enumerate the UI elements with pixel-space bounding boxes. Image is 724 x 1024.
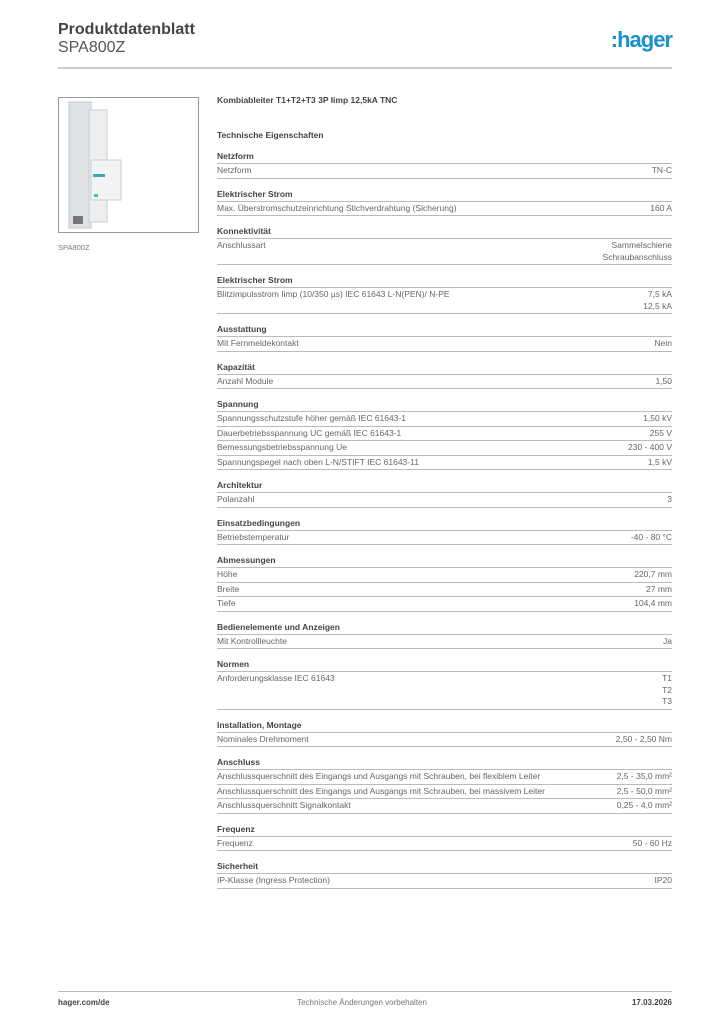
spec-value: T1 T2 T3: [662, 673, 672, 706]
spec-row: [217, 733, 672, 748]
spec-value: 230 - 400 V: [628, 442, 672, 452]
spec-value: 0,25 - 4,0 mm²: [616, 800, 672, 810]
spec-label: Höhe: [217, 569, 238, 579]
spec-section: [217, 274, 672, 314]
spec-row: [217, 874, 672, 889]
spec-section-heading: Normen: [217, 658, 672, 672]
hager-logo: :hager: [610, 27, 672, 52]
spec-row: [217, 288, 672, 314]
spec-label: Mit Fernmeldekontakt: [217, 338, 299, 348]
footer-website-link[interactable]: hager.com/de: [58, 998, 110, 1007]
spec-label: Spannungspegel nach oben L-N/STIFT IEC 61643-11: [217, 456, 419, 467]
spec-row: [217, 837, 672, 852]
spec-row: [217, 239, 672, 265]
spec-value: 255 V: [649, 427, 672, 438]
spec-row: [217, 202, 672, 217]
product-name: Kombiableiter T1+T2+T3 3P Iimp 12,5kA TNC: [217, 95, 398, 105]
spec-section-heading: Installation, Montage: [217, 719, 672, 733]
spec-label: Mit Kontrollleuchte: [217, 635, 287, 646]
spec-row: [217, 785, 672, 800]
spec-value: 1,50: [655, 375, 672, 386]
spec-row: [217, 493, 672, 508]
spec-section-heading: Konnektivität: [217, 225, 672, 239]
spec-section-heading: Sicherheit: [217, 860, 672, 874]
spec-label: Anschlussquerschnitt des Eingangs und Ausgangs mit Schrauben, bei flexiblem Leiter: [217, 771, 541, 781]
spec-label: Polanzahl: [217, 494, 255, 504]
spec-label: Dauerbetriebsspannung UC gemäß IEC 61643-1: [217, 427, 402, 438]
spec-row: [217, 635, 672, 650]
spec-row: [217, 597, 672, 612]
spec-label: Betriebstemperatur: [217, 531, 290, 542]
spec-value: 27 mm: [646, 583, 672, 594]
spec-label: Max. Überstromschutzeinrichtung Stichverdrahtung (Sicherung): [217, 202, 457, 213]
spec-label: Anforderungsklasse IEC 61643: [217, 673, 335, 683]
spec-label: Breite: [217, 583, 240, 594]
spec-value: TN-C: [651, 165, 672, 175]
spec-row: [217, 799, 672, 814]
product-image: [58, 97, 199, 233]
spec-value: Sammelschiene Schraubanschluss: [602, 240, 672, 262]
footer-date: 17.03.2026: [631, 998, 672, 1007]
spec-section: [217, 860, 672, 889]
spec-section: [217, 554, 672, 612]
spec-row: [217, 672, 672, 710]
spec-value: 1,5 kV: [647, 456, 672, 467]
spec-value: 50 - 60 Hz: [632, 837, 672, 848]
section-title: Technische Eigenschaften: [217, 130, 324, 140]
spec-section-heading: Frequenz: [217, 823, 672, 837]
spec-value: 3: [667, 494, 672, 504]
spec-row: [217, 441, 672, 456]
spec-value: IP20: [654, 875, 672, 885]
spec-label: Anschlussquerschnitt Signalkontakt: [217, 800, 351, 810]
spec-label: Netzform: [217, 165, 252, 175]
spec-label: Anzahl Module: [217, 375, 274, 386]
spec-value: 2,5 - 35,0 mm²: [616, 771, 672, 781]
spec-row: [217, 412, 672, 427]
spec-row: [217, 583, 672, 598]
spec-label: IP-Klasse (Ingress Protection): [217, 875, 330, 885]
spec-section-heading: Kapazität: [217, 361, 672, 375]
spec-section-heading: Spannung: [217, 398, 672, 412]
spec-section: [217, 621, 672, 650]
product-code: SPA800Z: [58, 39, 126, 56]
spec-value: 2,50 - 2,50 Nm: [615, 733, 672, 744]
spec-label: Blitzimpulsstrom Iimp (10/350 µs) IEC 61643 L-N(PEN)/ N-PE: [217, 289, 450, 299]
spec-row: [217, 568, 672, 583]
spec-section: [217, 361, 672, 390]
spec-section-heading: Elektrischer Strom: [217, 188, 672, 202]
spec-section-heading: Einsatzbedingungen: [217, 517, 672, 531]
spec-sections: [217, 150, 672, 889]
spec-label: Anschlussart: [217, 240, 266, 250]
spec-value: Ja: [663, 635, 672, 646]
spec-label: Anschlussquerschnitt des Eingangs und Ausgangs mit Schrauben, bei massivem Leiter: [217, 785, 545, 796]
image-caption: SPA800Z: [58, 243, 90, 252]
header-divider: [58, 67, 672, 69]
spec-label: Bemessungsbetriebsspannung Ue: [217, 442, 347, 452]
spec-row: [217, 456, 672, 471]
spec-section-heading: Bedienelemente und Anzeigen: [217, 621, 672, 635]
spec-row: [217, 770, 672, 785]
spec-row: [217, 375, 672, 390]
spec-section-heading: Netzform: [217, 150, 672, 164]
spec-section: [217, 150, 672, 179]
spec-section-heading: Architektur: [217, 479, 672, 493]
spec-value: 7,5 kA 12,5 kA: [643, 289, 672, 311]
spec-value: 160 A: [650, 202, 672, 213]
spec-section: [217, 479, 672, 508]
spec-row: [217, 164, 672, 179]
spec-section: [217, 719, 672, 748]
spec-row: [217, 531, 672, 546]
document-title: Produktdatenblatt: [58, 21, 195, 38]
spec-value: 1,50 kV: [643, 413, 672, 423]
spec-section: [217, 188, 672, 217]
spec-section: [217, 756, 672, 814]
spec-section-heading: Anschluss: [217, 756, 672, 770]
spec-label: Frequenz: [217, 837, 253, 848]
spec-label: Nominales Drehmoment: [217, 733, 309, 744]
spec-label: Tiefe: [217, 598, 236, 608]
spec-value: -40 - 80 °C: [630, 531, 672, 542]
spec-section: [217, 658, 672, 710]
spec-label: Spannungsschutzstufe höher gemäß IEC 61643-1: [217, 413, 407, 423]
footer-divider: [58, 991, 672, 992]
spec-value: 104,4 mm: [634, 598, 672, 608]
footer-note: Technische Änderungen vorbehalten: [297, 998, 427, 1007]
spec-section-heading: Abmessungen: [217, 554, 672, 568]
spec-section: [217, 398, 672, 470]
spec-value: 2,5 - 50,0 mm²: [616, 785, 672, 796]
spec-section: [217, 323, 672, 352]
spec-section: [217, 225, 672, 265]
spec-section-heading: Ausstattung: [217, 323, 672, 337]
spec-section-heading: Elektrischer Strom: [217, 274, 672, 288]
spec-row: [217, 337, 672, 352]
spec-row: [217, 427, 672, 442]
spec-section: [217, 517, 672, 546]
spec-value: Nein: [654, 338, 672, 348]
spec-section: [217, 823, 672, 852]
spec-content: [217, 95, 672, 898]
spec-value: 220,7 mm: [634, 569, 672, 579]
